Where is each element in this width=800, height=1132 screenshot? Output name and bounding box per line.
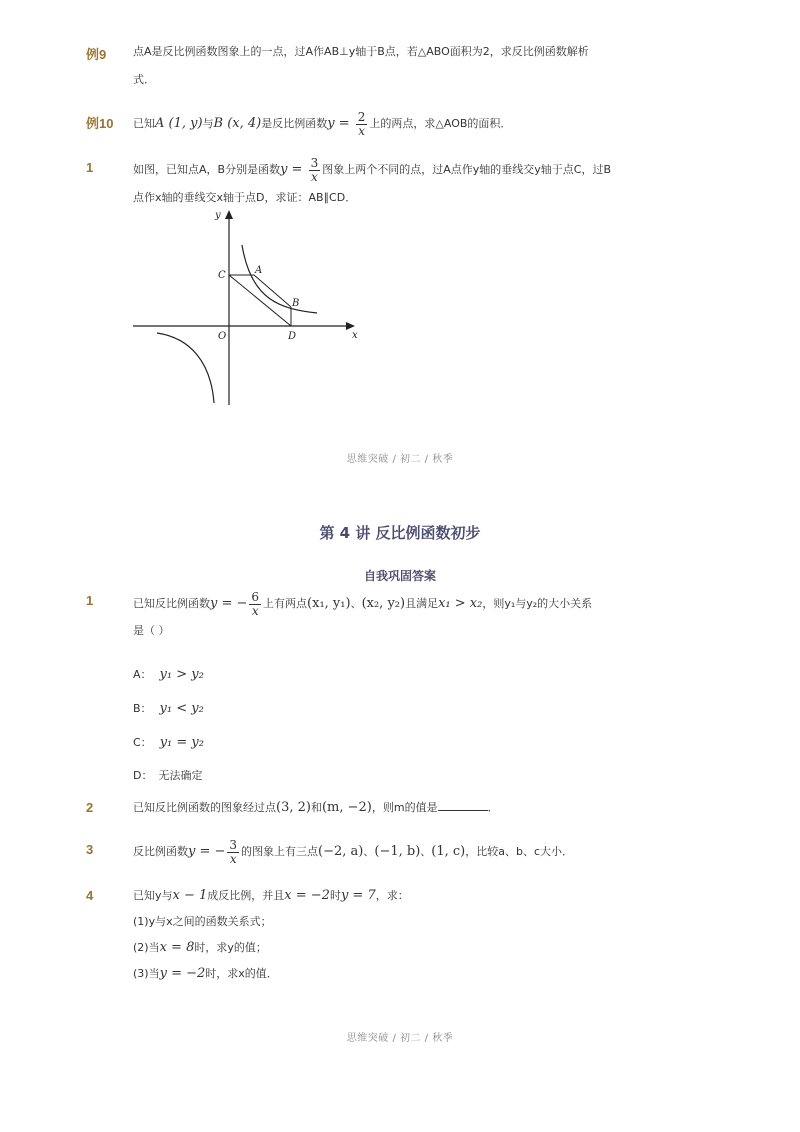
option-d-key: D： — [133, 769, 153, 782]
ex10-func-lhs: y = — [327, 116, 354, 131]
label-d: D — [288, 331, 297, 342]
x-axis-arrow — [346, 322, 355, 330]
p2q1-pre: 已知反比例函数 — [133, 597, 210, 610]
p2-question-4-line-1 — [133, 882, 409, 910]
answer-blank — [438, 810, 488, 811]
option-b-key: B： — [133, 702, 152, 715]
option-d — [133, 767, 202, 783]
p2q4-l4-m: y = −2 — [159, 966, 206, 981]
p2-question-4-line-3 — [133, 934, 267, 962]
question-1-line-1 — [133, 156, 611, 184]
p2q3-point-2: (−1, b) — [374, 844, 421, 859]
p2q3-point-3: (1, c) — [431, 844, 466, 859]
q1-fraction — [309, 157, 321, 184]
example-9-line-2: 式． — [133, 73, 155, 86]
p2q1-point-1: (x₁, y₁) — [307, 596, 351, 611]
p2q4-l3-m: x = 8 — [159, 940, 195, 955]
option-a-key: A： — [133, 668, 152, 681]
p2q1-post: ，则y₁与y₂的大小关系 — [482, 597, 593, 610]
p2q2-point-1: (3, 2) — [276, 800, 311, 815]
label-c: C — [218, 270, 226, 281]
p2-question-4-line-4 — [133, 960, 278, 988]
p2q4-l4-pre: (3)当 — [133, 967, 160, 980]
p2q2-point-2: (m, −2) — [321, 800, 372, 815]
ex10-frac-num: 2 — [357, 109, 366, 124]
p2q3-frac-den: x — [229, 851, 237, 866]
p2q1-fraction — [249, 591, 261, 618]
p2q4-l1-m1: x − 1 — [172, 888, 208, 903]
footer-page-2: 思维突破 / 初二 / 秋季 — [346, 1033, 454, 1044]
p2q4-l1-m2: x = −2 — [284, 888, 330, 903]
p2q2-mid: 和 — [310, 801, 322, 814]
p2q4-l3-pre: (2)当 — [133, 941, 160, 954]
p2q1-condition: x₁ > x₂ — [438, 596, 483, 611]
p2q3-point-1: (−2, a) — [318, 844, 364, 859]
p2q4-l1-mid2: 时 — [329, 889, 341, 902]
q1-frac-num: 3 — [310, 155, 319, 170]
example-9-line-1: 点A是反比例函数图象上的一点，过A作AB⊥y轴于B点，若△ABO面积为2，求反比例函数解析 — [133, 45, 589, 58]
option-b-value: y₁ < y₂ — [159, 701, 204, 716]
p2q1-func-lhs: y = − — [210, 596, 248, 611]
p2q3-fraction — [227, 839, 239, 866]
section-subtitle: 自我巩固答案 — [363, 569, 436, 583]
segment-cd — [229, 275, 291, 326]
p2-question-1-line-2: 是（ ） — [133, 624, 170, 637]
ex10-frac-den: x — [358, 123, 365, 138]
p2-question-2-text — [133, 794, 499, 822]
option-c — [133, 734, 204, 750]
ex10-post: 上的两点，求△AOB的面积． — [369, 117, 512, 130]
p2q3-mid: 的图象上有三点 — [241, 845, 319, 858]
label-b: B — [292, 298, 300, 309]
y-axis-arrow — [225, 210, 233, 219]
p2q1-cond-pre: 且满足 — [405, 597, 439, 610]
option-b — [133, 700, 204, 716]
lesson-title: 第 4 讲 反比例函数初步 — [319, 524, 481, 542]
hyperbola-figure — [125, 205, 365, 410]
label-o: O — [218, 331, 227, 342]
p2q3-func-lhs: y = − — [188, 844, 226, 859]
p2q1-sep: 、 — [350, 597, 362, 610]
ex10-fraction — [356, 111, 368, 138]
p2-question-3-text — [133, 838, 573, 866]
label-y: y — [215, 210, 221, 221]
p2-question-3-label: 3 — [86, 842, 94, 857]
option-d-value: 无法确定 — [158, 769, 203, 782]
question-1-label: 1 — [86, 160, 94, 175]
label-a: A — [255, 265, 263, 276]
p2q3-sep-1: 、 — [363, 845, 375, 858]
p2q1-mid: 上有两点 — [263, 597, 308, 610]
p2-question-2-label: 2 — [86, 800, 94, 815]
p2q4-l1-pre: 已知y与 — [133, 889, 173, 902]
p2-question-4-label: 4 — [86, 888, 94, 903]
q1-func-lhs: y = — [280, 162, 307, 177]
ex10-point-b: B (x, 4) — [213, 116, 262, 131]
p2q3-sep-2: 、 — [420, 845, 432, 858]
p2q4-l1-mid: 成反比例，并且 — [207, 889, 285, 902]
p2q2-post-1: ，则m的值是 — [371, 801, 438, 814]
option-a — [133, 666, 204, 682]
p2q3-frac-num: 3 — [229, 837, 238, 852]
ex10-mid1: 与 — [202, 117, 214, 130]
q1-post: 图象上两个不同的点，过A点作y轴的垂线交y轴于点C，过B — [322, 163, 612, 176]
p2-question-1-label: 1 — [86, 593, 94, 608]
footer-page-1: 思维突破 / 初二 / 秋季 — [346, 454, 454, 465]
p2q1-frac-den: x — [251, 603, 259, 618]
option-c-value: y₁ = y₂ — [159, 735, 204, 750]
curve-branch-third-quadrant — [157, 333, 214, 403]
option-c-key: C： — [133, 736, 152, 749]
p2q4-l1-m3: y = 7 — [340, 888, 376, 903]
q1-frac-den: x — [311, 169, 318, 184]
question-1-line-2: 点作x轴的垂线交x轴于点D，求证：AB∥CD． — [133, 191, 357, 204]
p2q2-post-2: ． — [487, 801, 499, 814]
p2q3-pre: 反比例函数 — [133, 845, 188, 858]
ex10-pre: 已知 — [133, 117, 155, 130]
p2q4-l1-post: ，求： — [375, 889, 409, 902]
p2q4-l3-post: 时，求y的值； — [194, 941, 267, 954]
p2q2-pre: 已知反比例函数的图象经过点 — [133, 801, 276, 814]
curve-branch-first-quadrant — [242, 245, 317, 313]
label-x: x — [352, 330, 358, 341]
p2q1-frac-num: 6 — [251, 589, 260, 604]
p2q4-l4-post: 时，求x的值． — [205, 967, 278, 980]
example-9-label: 例9 — [86, 47, 107, 62]
p2q3-post: ，比较a、b、c大小． — [465, 845, 574, 858]
example-10-text — [133, 110, 511, 138]
p2q1-point-2: (x₂, y₂) — [361, 596, 406, 611]
ex10-point-a: A (1, y) — [155, 116, 203, 131]
ex10-mid2: 是反比例函数 — [261, 117, 328, 130]
segment-ab — [254, 275, 291, 307]
option-a-value: y₁ > y₂ — [159, 667, 204, 682]
q1-pre: 如图，已知点A，B分别是函数 — [133, 163, 281, 176]
p2-question-1-line-1 — [133, 590, 592, 618]
example-10-label: 例10 — [86, 116, 114, 131]
p2-question-4-line-2: (1)y与x之间的函数关系式； — [133, 915, 272, 928]
